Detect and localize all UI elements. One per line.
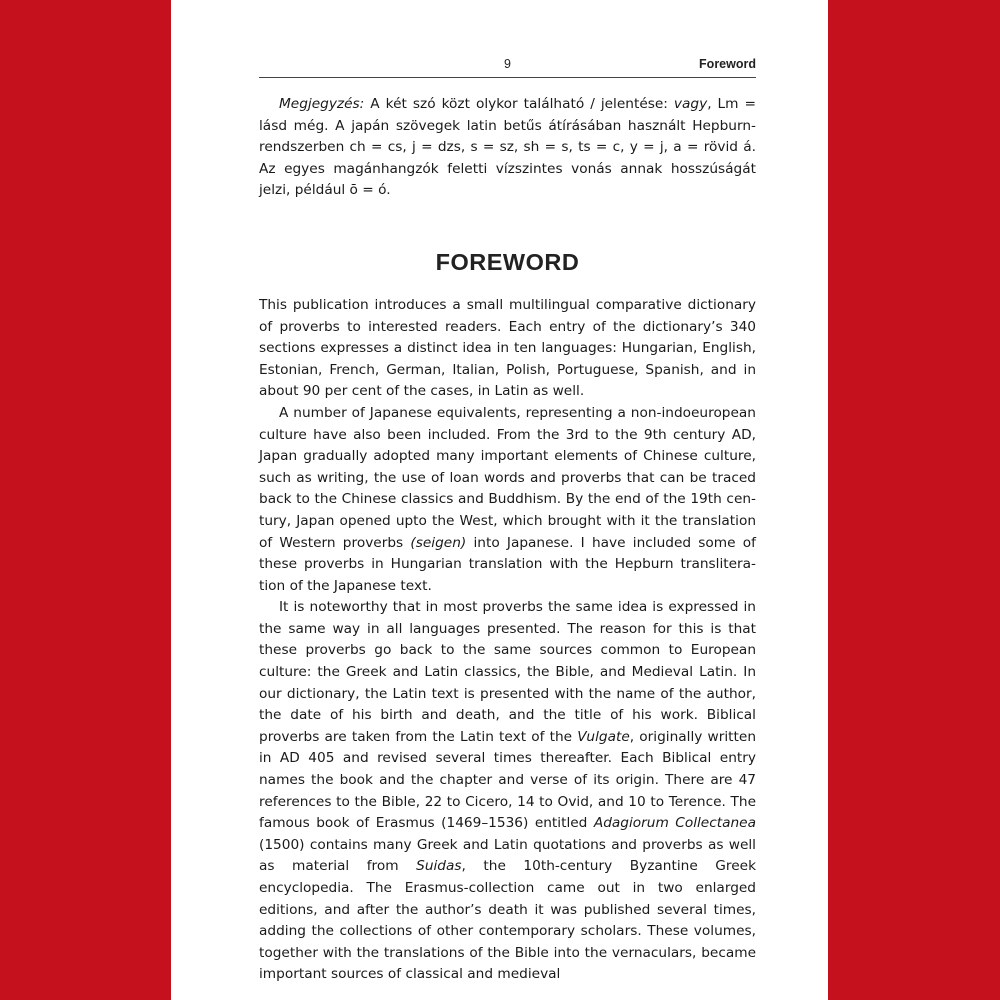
p3-adagiorum: Adagiorum Collectanea [593, 815, 756, 832]
p3-text-b: , originally written in AD 405 and revised several times thereafter. Each Biblical entry names the book and the chapter and verse of its origin. There are 47 references to the Bible, 22 to Cicero, 14 to Ovid, and 10 to Terence. The famous book of Erasmus (1469–1536) entitled [259, 728, 757, 832]
page-header [259, 57, 756, 78]
paragraph-1: This publication introduces a small multilingual comparative dictionary of proverbs to interested readers. Each entry of the dictionary’s 340 sections expresses a distinct idea in ten languages: Hungarian, English, Estonian, French, German, Italian, Polish, Portuguese, Spanish, and in about 90 per cent of the cases, in Latin as well. [259, 296, 756, 400]
left-red-margin [0, 0, 171, 1000]
page-number: 9 [504, 57, 511, 71]
paragraph-3 [259, 597, 756, 986]
running-title: Foreword [699, 57, 756, 71]
paragraph-2 [259, 403, 756, 597]
note-label: Megjegyzés: [279, 96, 365, 112]
p3-text-c: (1500) contains many Greek and Latin quotations and proverbs as well as material from [259, 836, 756, 875]
right-red-margin [828, 0, 1000, 1000]
p2-text-b: into Japanese. I have included some of these proverbs in Hungarian translation with the Hepburn transliteration of the Japanese text. [259, 534, 756, 594]
page-content [259, 94, 756, 986]
p3-suidas: Suidas [416, 858, 462, 875]
hungarian-note [259, 94, 756, 202]
note-text-2: , Lm = lásd még. A japán szövegek latin betűs átírásában használt Hepburn-rendszerben ch = cs, j = dzs, s = sz, sh = s, ts = c, y = j, a = rövid á. Az egyes magánhangzók feletti vízszintes vonás annak hosszúságát jelzi, például ō = ó. [259, 96, 756, 199]
p3-vulgate: Vulgate [577, 728, 630, 745]
p3-text-d: , the 10th-century Byzantine Greek encyclopedia. The Erasmus-collection came out in two enlarged editions, and after the author’s death it was published several times, adding the collections of other contemporary scholars. These volumes, together with the translations of the Bible into the vernaculars, became important sources of classical and medieval [259, 858, 756, 983]
p2-text-a: A number of Japanese equivalents, representing a non-indoeuropean culture have also been included. From the 3rd to the 9th century AD, Japan gradually adopted many important elements of Chinese culture, such as writing, the use of loan words and proverbs that can be traced back to the Chinese classics and Buddhism. By the end of the 19th century, Japan opened upto the West, which brought with it the translation of Western proverbs [259, 404, 756, 551]
page-title: FOREWORD [435, 248, 580, 275]
p2-seigen: (seigen) [410, 534, 467, 551]
p3-text-a: It is noteworthy that in most proverbs the same idea is expressed in the same way in all languages presented. The reason for this is that these proverbs go back to the same sources common to European culture: the Greek and Latin classics, the Bible, and Medieval Latin. In our dictionary, the Latin text is presented with the name of the author, the date of his birth and death, and the title of his work. Biblical proverbs are taken from the Latin text of the [259, 599, 756, 745]
note-text-1: A két szó közt olykor található / jelentése: [364, 96, 674, 112]
note-vagy: vagy [673, 96, 708, 112]
book-page [171, 0, 828, 1000]
